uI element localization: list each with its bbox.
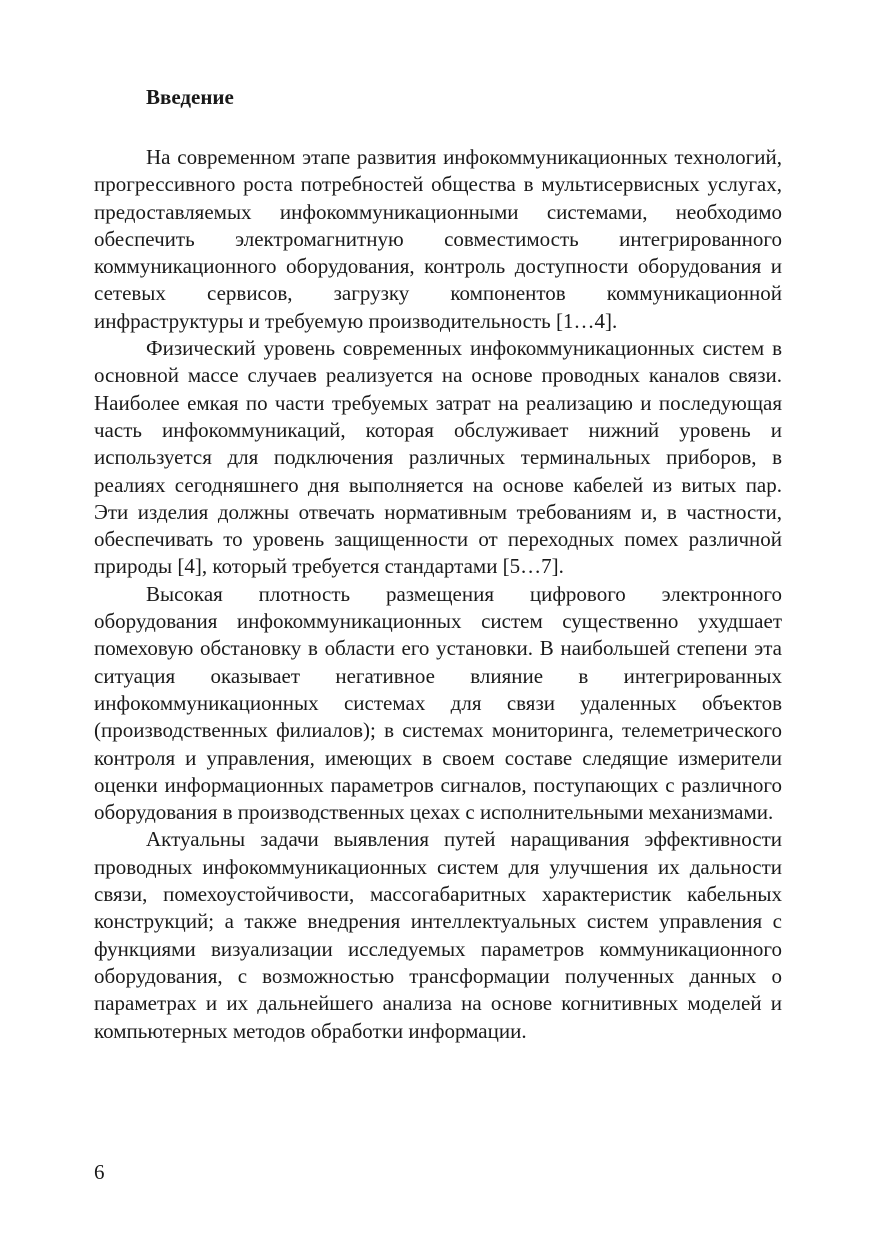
paragraph: Физический уровень современных инфокоммуникационных систем в основной массе случаев реализуется на основе проводных каналов связи. Наиболее емкая по части требуемых затрат на реализацию и последующая часть инфокоммуникаций, которая обслуживает нижний уровень и используется для подключения различных терминальных приборов, в реалиях сегодняшнего дня выполняется на основе кабелей из витых пар. Эти изделия должны отвечать нормативным требованиям и, в частности, обеспечивать то уровень защищенности от переходных помех различной природы [4], который требуется стандартами [5…7]. <box>94 336 782 579</box>
paragraph: На современном этапе развития инфокоммуникационных технологий, прогрессивного роста потребностей общества в мультисервисных услугах, предоставляемых инфокоммуникационными системами, необходимо обеспечить электромагнитную совместимость интегрированного коммуникационного оборудования, контроль доступности оборудования и сетевых сервисов, загрузку компонентов коммуникационной инфраструктуры и требуемую производительность [1…4]. <box>94 145 782 333</box>
paragraph: Актуальны задачи выявления путей наращивания эффективности проводных инфокоммуникационных систем для улучшения их дальности связи, помехоустойчивости, массогабаритных характеристик кабельных конструкций; а также внедрения интеллектуальных систем управления с функциями визуализации исследуемых параметров коммуникационного оборудования, с возможностью трансформации полученных данных о параметрах и их дальнейшего анализа на основе когнитивных моделей и компьютерных методов обработки информации. <box>94 827 782 1043</box>
text-body <box>94 82 782 1045</box>
page-number: 6 <box>94 1160 105 1184</box>
paragraph: Высокая плотность размещения цифрового электронного оборудования инфокоммуникационных систем существенно ухудшает помеховую обстановку в области его установки. В наибольшей степени эта ситуация оказывает негативное влияние в интегрированных инфокоммуникационных системах для связи удаленных объектов (производственных филиалов); в системах мониторинга, телеметрического контроля и управления, имеющих в своем составе следящие измерители оценки информационных параметров сигналов, поступающих с различного оборудования в производственных цехах с исполнительными механизмами. <box>94 581 782 825</box>
section-heading: Введение <box>146 85 234 109</box>
